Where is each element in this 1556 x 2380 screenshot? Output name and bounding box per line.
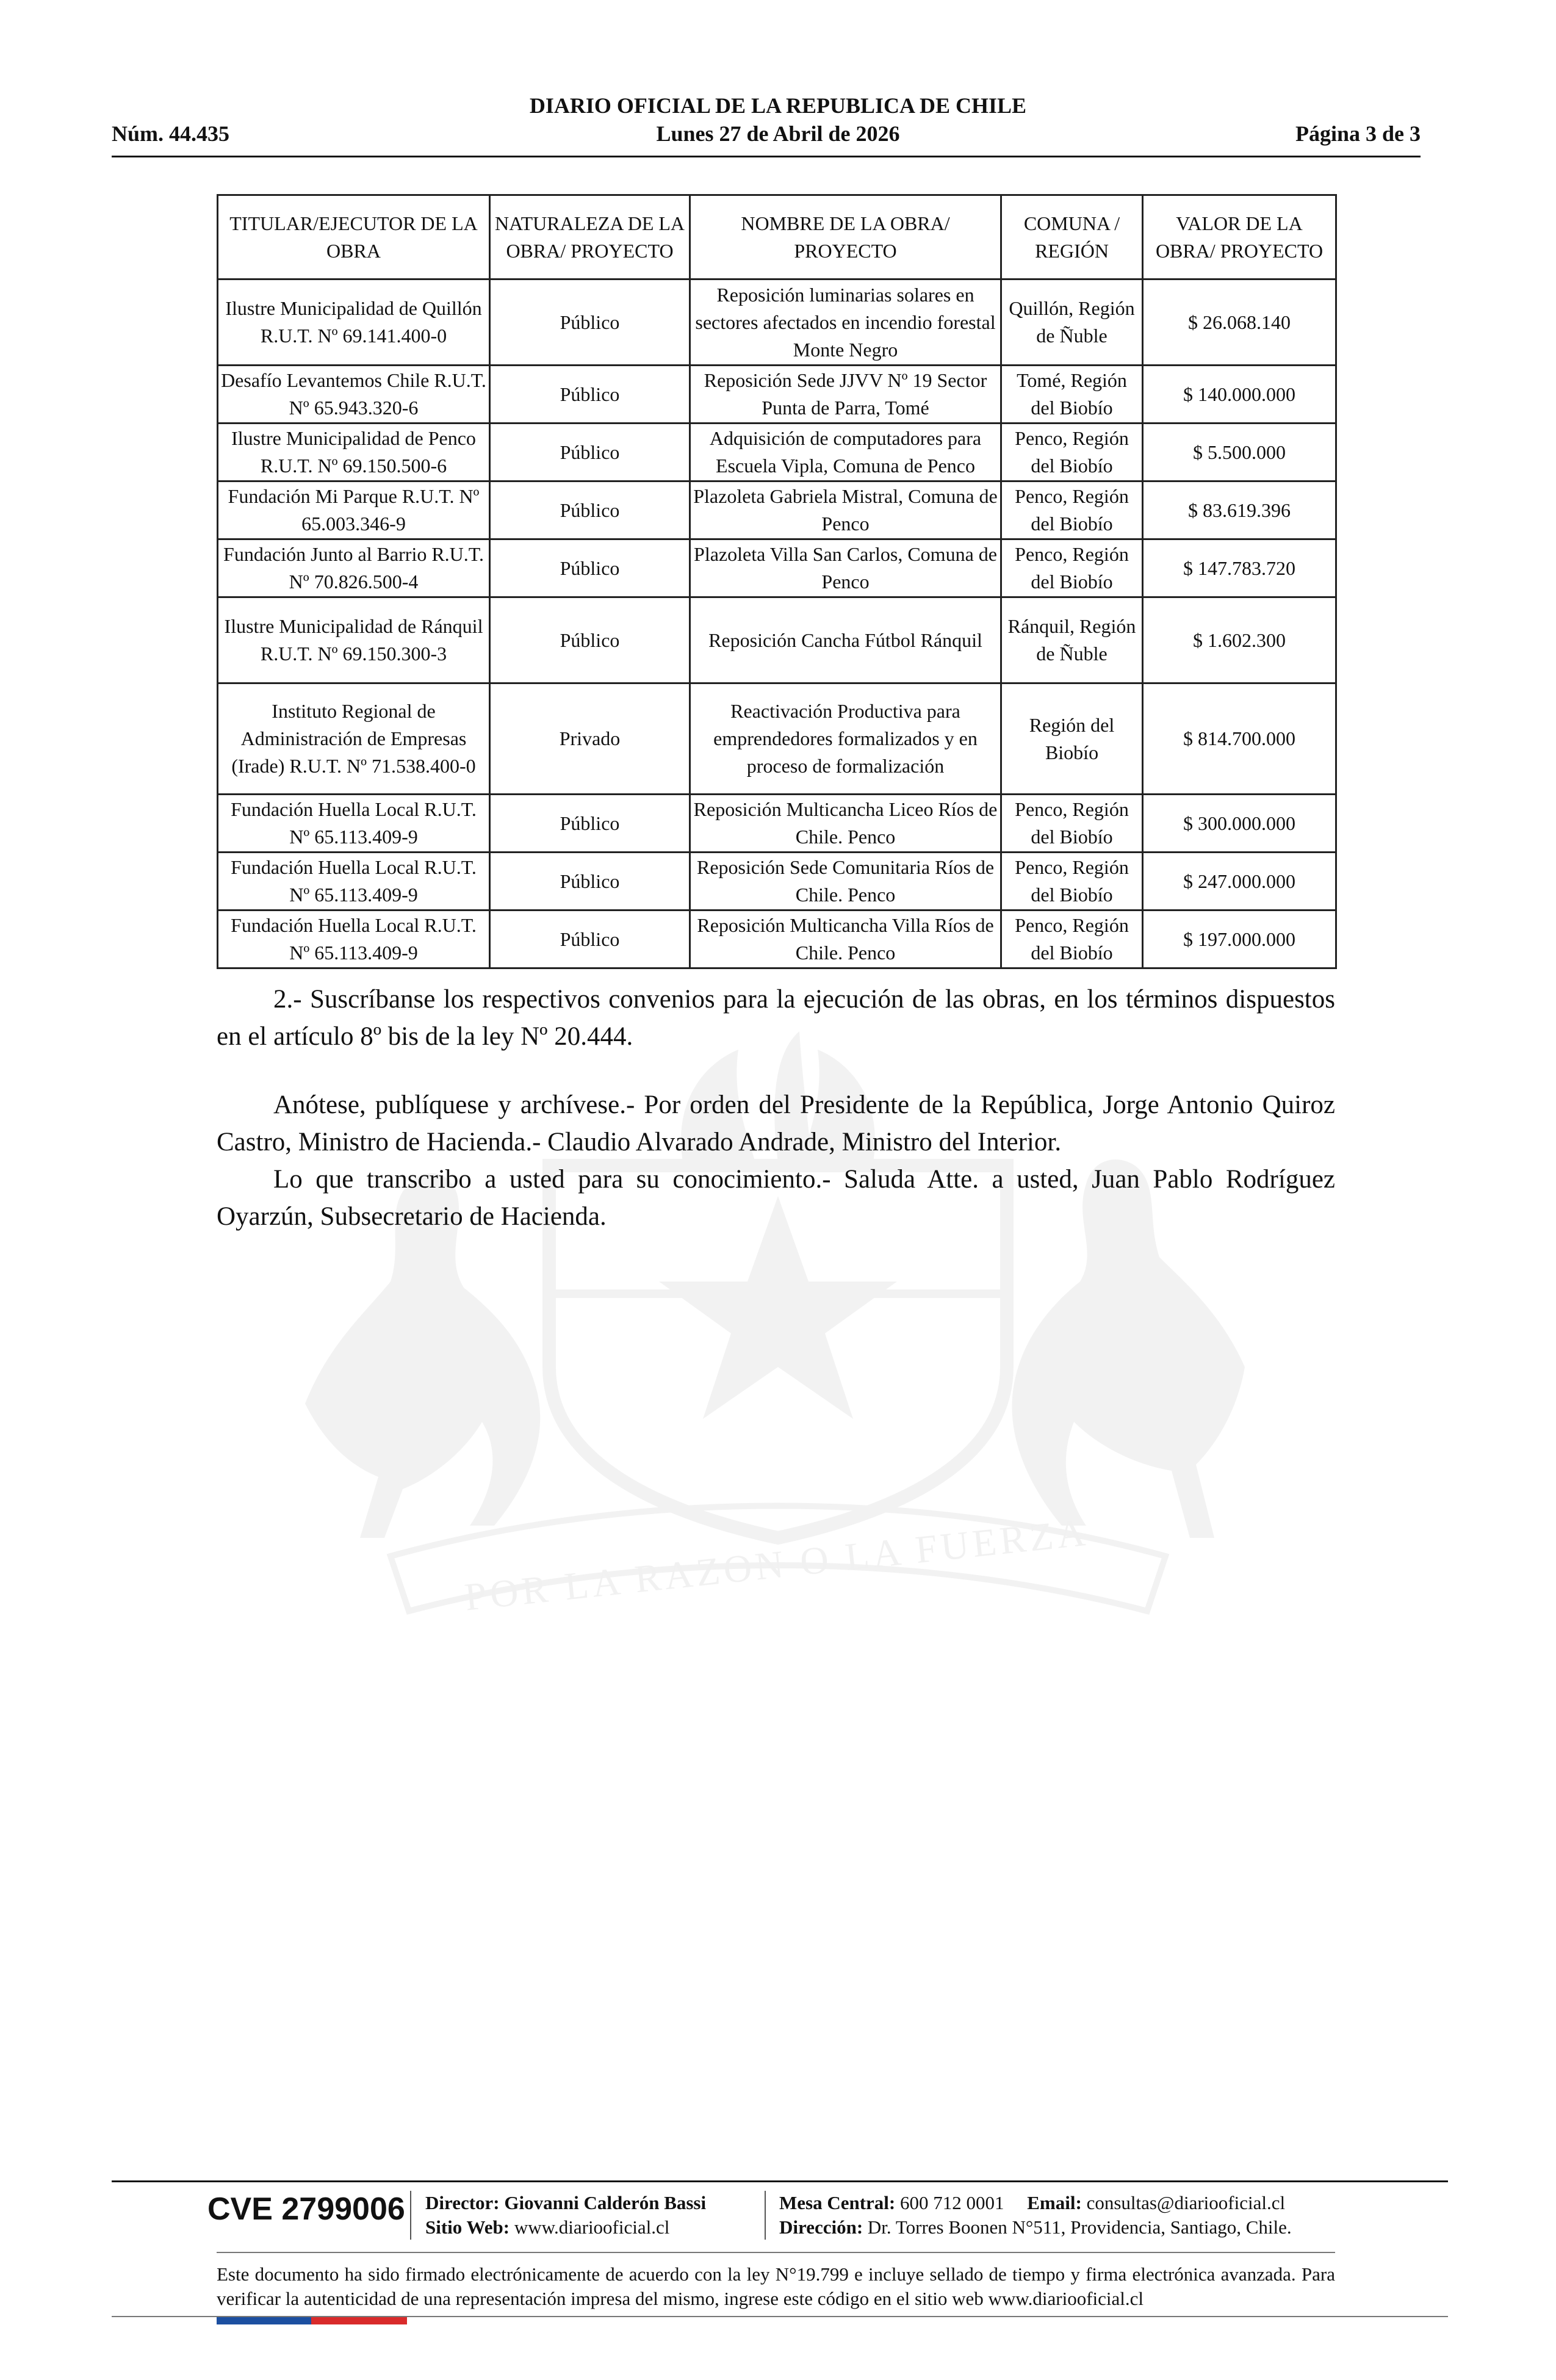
cell-comuna: Penco, Región del Biobío: [1001, 911, 1143, 968]
cell-nombre: Reposición luminarias solares en sectores afectados en incendio forestal Monte Negro: [690, 279, 1001, 366]
cell-nombre: Plazoleta Villa San Carlos, Comuna de Penco: [690, 539, 1001, 597]
paragraph-anotese: Anótese, publíquese y archívese.- Por orden del Presidente de la República, Jorge Antonio Quiroz Castro, Ministro de Hacienda.- Claudio Alvarado Andrade, Ministro del Interior.: [217, 1091, 1335, 1156]
column-header-nombre: NOMBRE DE LA OBRA/ PROYECTO: [690, 195, 1001, 279]
contact-line: [779, 2191, 1285, 2215]
flag-stripe-blue: [217, 2317, 311, 2324]
footer-separator: [765, 2191, 766, 2240]
table-row: [218, 424, 1336, 481]
flag-stripe-red: [311, 2317, 407, 2324]
issue-date: Lunes 27 de Abril de 2026: [656, 121, 900, 146]
column-header-titular: TITULAR/EJECUTOR DE LA OBRA: [218, 195, 490, 279]
cell-valor: $ 1.602.300: [1143, 597, 1336, 683]
cell-titular: Ilustre Municipalidad de Penco R.U.T. Nº 69.150.500-6: [218, 424, 490, 481]
cell-valor: $ 814.700.000: [1143, 683, 1336, 795]
cve-code: CVE 2799006: [207, 2191, 405, 2227]
address-label: Dirección:: [779, 2216, 863, 2238]
cell-naturaleza: Público: [490, 795, 690, 853]
cell-valor: $ 5.500.000: [1143, 424, 1336, 481]
address-line: [779, 2215, 1292, 2240]
gazette-title: DIARIO OFICIAL DE LA REPUBLICA DE CHILE: [529, 93, 1027, 118]
table-row: [218, 853, 1336, 911]
table-row: [218, 911, 1336, 968]
cell-comuna: Penco, Región del Biobío: [1001, 853, 1143, 911]
table-row: [218, 597, 1336, 683]
table-row: [218, 279, 1336, 366]
cell-valor: $ 26.068.140: [1143, 279, 1336, 366]
table-row: [218, 481, 1336, 539]
cell-naturaleza: Público: [490, 539, 690, 597]
footer-separator: [410, 2191, 411, 2240]
table-row: [218, 795, 1336, 853]
footer-mid-divider: [217, 2252, 1335, 2253]
mesa-value: 600 712 0001: [900, 2192, 1004, 2213]
cell-valor: $ 247.000.000: [1143, 853, 1336, 911]
address-value: Dr. Torres Boonen N°511, Providencia, Santiago, Chile.: [867, 2216, 1292, 2238]
site-link[interactable]: www.diariooficial.cl: [514, 2216, 670, 2238]
cell-valor: $ 300.000.000: [1143, 795, 1336, 853]
cell-nombre: Reposición Sede JJVV Nº 19 Sector Punta de Parra, Tomé: [690, 366, 1001, 424]
cell-titular: Fundación Huella Local R.U.T. Nº 65.113.409-9: [218, 795, 490, 853]
table-header-row: [218, 195, 1336, 279]
cell-valor: $ 83.619.396: [1143, 481, 1336, 539]
column-header-valor: VALOR DE LA OBRA/ PROYECTO: [1143, 195, 1336, 279]
cell-titular: Ilustre Municipalidad de Quillón R.U.T. Nº 69.141.400-0: [218, 279, 490, 366]
cell-nombre: Adquisición de computadores para Escuela Vipla, Comuna de Penco: [690, 424, 1001, 481]
cell-comuna: Penco, Región del Biobío: [1001, 481, 1143, 539]
cell-nombre: Reposición Multicancha Liceo Ríos de Chile. Penco: [690, 795, 1001, 853]
column-header-comuna: COMUNA / REGIÓN: [1001, 195, 1143, 279]
footer-top-divider: [112, 2180, 1448, 2182]
cell-valor: $ 197.000.000: [1143, 911, 1336, 968]
issue-number: Núm. 44.435: [112, 121, 230, 146]
cell-naturaleza: Público: [490, 853, 690, 911]
cell-valor: $ 147.783.720: [1143, 539, 1336, 597]
cell-nombre: Reactivación Productiva para emprendedores formalizados y en proceso de formalización: [690, 683, 1001, 795]
director-name: Giovanni Calderón Bassi: [504, 2192, 707, 2213]
cell-titular: Fundación Huella Local R.U.T. Nº 65.113.409-9: [218, 911, 490, 968]
cell-comuna: Penco, Región del Biobío: [1001, 424, 1143, 481]
cell-titular: Instituto Regional de Administración de Empresas (Irade) R.U.T. Nº 71.538.400-0: [218, 683, 490, 795]
cell-comuna: Quillón, Región de Ñuble: [1001, 279, 1143, 366]
cell-naturaleza: Público: [490, 597, 690, 683]
table-row: [218, 539, 1336, 597]
cell-comuna: Penco, Región del Biobío: [1001, 795, 1143, 853]
signature-disclaimer: Este documento ha sido firmado electrónicamente de acuerdo con la ley N°19.799 e incluye sellado de tiempo y firma electrónica avanzada. Para verificar la autenticidad de una representación impresa del mismo, ingrese este código en el sitio web www.diariooficial.cl: [217, 2263, 1335, 2309]
cell-nombre: Plazoleta Gabriela Mistral, Comuna de Penco: [690, 481, 1001, 539]
site-line: [425, 2215, 669, 2240]
director-label: Director:: [425, 2192, 500, 2213]
cell-titular: Fundación Junto al Barrio R.U.T. Nº 70.826.500-4: [218, 539, 490, 597]
header-divider: [112, 156, 1421, 157]
obras-table: [217, 194, 1337, 969]
table-row: [218, 366, 1336, 424]
cell-naturaleza: Público: [490, 481, 690, 539]
cell-comuna: Región del Biobío: [1001, 683, 1143, 795]
site-label: Sitio Web:: [425, 2216, 510, 2238]
page-indicator: Página 3 de 3: [1295, 121, 1421, 146]
watermark-motto: POR LA RAZON O LA FUERZA: [463, 1510, 1091, 1619]
cell-comuna: Ránquil, Región de Ñuble: [1001, 597, 1143, 683]
cell-comuna: Penco, Región del Biobío: [1001, 539, 1143, 597]
email-label: Email:: [1027, 2192, 1082, 2213]
cell-naturaleza: Público: [490, 279, 690, 366]
cell-valor: $ 140.000.000: [1143, 366, 1336, 424]
cell-naturaleza: Público: [490, 911, 690, 968]
cell-nombre: Reposición Cancha Fútbol Ránquil: [690, 597, 1001, 683]
cell-naturaleza: Público: [490, 424, 690, 481]
cell-titular: Fundación Huella Local R.U.T. Nº 65.113.409-9: [218, 853, 490, 911]
paragraph-transcribo: Lo que transcribo a usted para su conocimiento.- Saluda Atte. a usted, Juan Pablo Rodríguez Oyarzún, Subsecretario de Hacienda.: [217, 1165, 1335, 1231]
cell-naturaleza: Público: [490, 366, 690, 424]
email-link[interactable]: consultas@diariooficial.cl: [1086, 2192, 1286, 2213]
cell-titular: Fundación Mi Parque R.U.T. Nº 65.003.346-9: [218, 481, 490, 539]
cell-naturaleza: Privado: [490, 683, 690, 795]
cell-nombre: Reposición Multicancha Villa Ríos de Chile. Penco: [690, 911, 1001, 968]
cell-comuna: Tomé, Región del Biobío: [1001, 366, 1143, 424]
mesa-label: Mesa Central:: [779, 2192, 896, 2213]
column-header-naturaleza: NATURALEZA DE LA OBRA/ PROYECTO: [490, 195, 690, 279]
paragraph-convenios: 2.- Suscríbanse los respectivos convenios para la ejecución de las obras, en los términos dispuestos en el artículo 8º bis de la ley Nº 20.444.: [217, 985, 1335, 1051]
director-line: [425, 2191, 706, 2215]
table-row: [218, 683, 1336, 795]
cell-titular: Ilustre Municipalidad de Ránquil R.U.T. Nº 69.150.300-3: [218, 597, 490, 683]
cell-nombre: Reposición Sede Comunitaria Ríos de Chile. Penco: [690, 853, 1001, 911]
cell-titular: Desafío Levantemos Chile R.U.T. Nº 65.943.320-6: [218, 366, 490, 424]
